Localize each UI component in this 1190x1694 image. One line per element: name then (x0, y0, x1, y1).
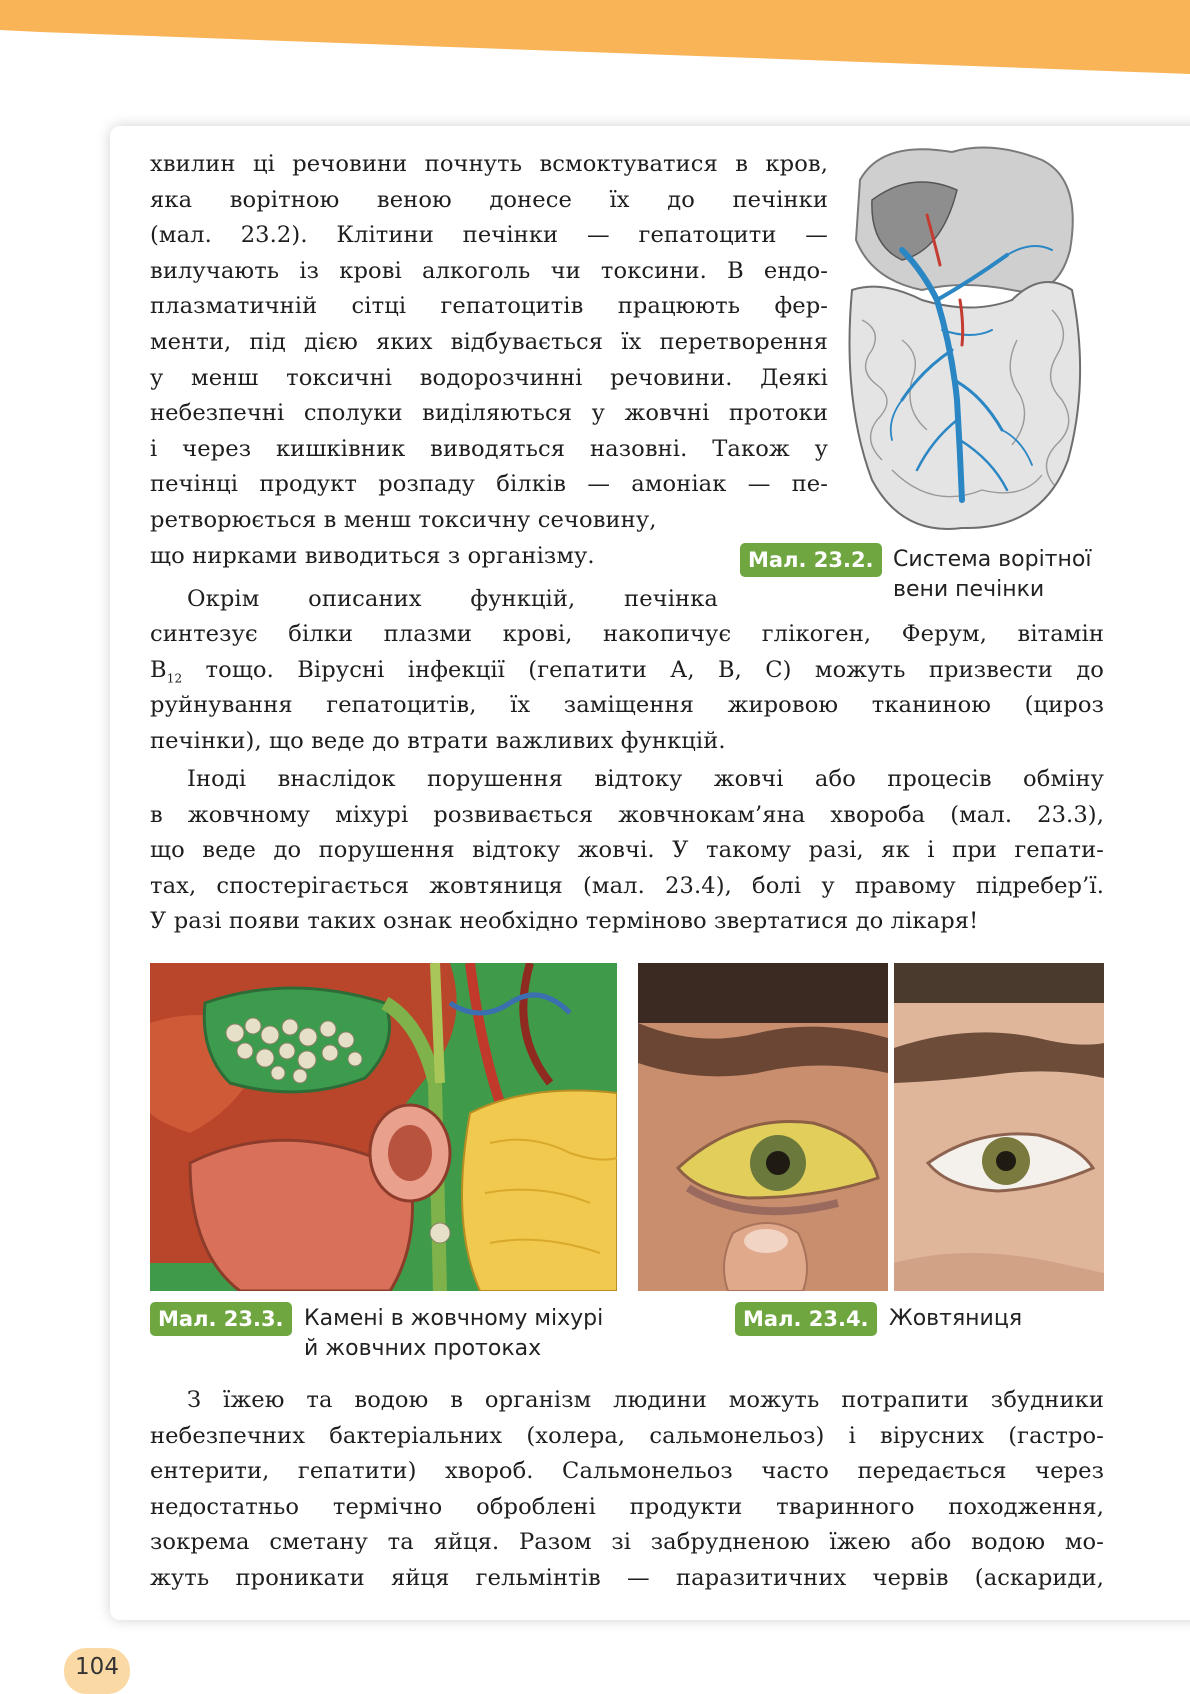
figure-23-2-caption: Система ворітної вени печінки (893, 547, 1092, 602)
text-line: печінки), що веде до втрати важливих функцій. (150, 727, 726, 754)
text-line: жуть проникати яйця гельмінтів — паразитичних червів (аскариди, (150, 1564, 1104, 1591)
text-line: яка ворітною веною донесе їх до печінки (150, 186, 828, 213)
figure-23-4-caption: Жовтяниця (889, 1306, 1023, 1331)
figure-23-3-caption: Камені в жовчному міхурі й жовчних протоках (304, 1306, 604, 1361)
text-line: $B_{12}$ тощо. Вірусні інфекції (гепатити А, В, С) можуть призвести до (150, 656, 1104, 686)
text-line: синтезує білки плазми крові, накопичує глікоген, Ферум, вітамін (150, 621, 1104, 647)
text-line: печінці продукт розпаду білків — амоніак — пе- (150, 471, 828, 498)
text-line: у менш токсичні водорозчинні речовини. Деякі (150, 364, 828, 391)
portal-vein-illustration (842, 140, 1087, 538)
text-line: і через кишківник виводяться назовні. Також у (150, 435, 828, 462)
text-line: ентерити, гепатити) хвороб. Сальмонельоз часто передається через (150, 1458, 1104, 1485)
gallstones-illustration (150, 963, 617, 1291)
text-line: недостатньо термічно оброблені продукти тваринного походження, (150, 1493, 1104, 1520)
jaundice-photo (638, 963, 1104, 1291)
text-line: (мал. 23.2). Клітини печінки — гепатоцити — (150, 222, 828, 249)
text-line: У разі появи таких ознак необхідно терміново звертатися до лікаря! (150, 908, 979, 935)
text-line: хвилин ці речовини почнуть всмоктуватися в кров, (150, 151, 828, 177)
page-number: 104 (64, 1648, 130, 1694)
text-line: менти, під дією яких відбувається їх перетворення (150, 328, 828, 355)
figure-23-2-badge: Мал. 23.2. (740, 543, 882, 577)
paragraph-2 (150, 617, 1104, 759)
paragraph-1 (150, 147, 828, 574)
text-line: Окрім описаних функцій, печінка (187, 586, 718, 612)
text-line: небезпечних бактеріальних (холера, сальмонельоз) і вірусних (гастро- (150, 1422, 1104, 1449)
paragraph-4 (150, 1383, 1104, 1597)
paragraph-2-first-line (150, 582, 718, 618)
text-line: тах, спостерігається жовтяниця (мал. 23.4), болі у правому підребер’ї. (150, 872, 1104, 899)
text-line: вилучають із крові алкоголь чи токсини. В ендо- (150, 257, 828, 284)
text-line: що веде до порушення відтоку жовчі. У такому разі, як і при гепати- (150, 837, 1104, 864)
text-line: Іноді внаслідок порушення відтоку жовчі або процесів обміну (187, 766, 1104, 792)
text-line: зокрема сметану та яйця. Разом зі забрудненою їжею або водою мо- (150, 1529, 1104, 1556)
figure-23-3-badge: Мал. 23.3. (150, 1302, 292, 1336)
text-line: З їжею та водою в організм людини можуть потрапити збудники (187, 1387, 1104, 1413)
text-line: ретворюється в менш токсичну сечовину, (150, 506, 657, 533)
text-line: небезпечні сполуки виділяються у жовчні протоки (150, 400, 828, 427)
top-decorative-band (0, 0, 1190, 80)
figure-23-4-badge: Мал. 23.4. (735, 1302, 877, 1336)
text-line: руйнування гепатоцитів, їх заміщення жировою тканиною (цироз (150, 692, 1104, 719)
text-line: плазматичній сітці гепатоцитів працюють фер- (150, 293, 828, 320)
paragraph-3 (150, 762, 1104, 940)
text-line: в жовчному міхурі розвивається жовчнокам’яна хвороба (мал. 23.3), (150, 801, 1104, 828)
text-line: що нирками виводиться з організму. (150, 542, 595, 569)
